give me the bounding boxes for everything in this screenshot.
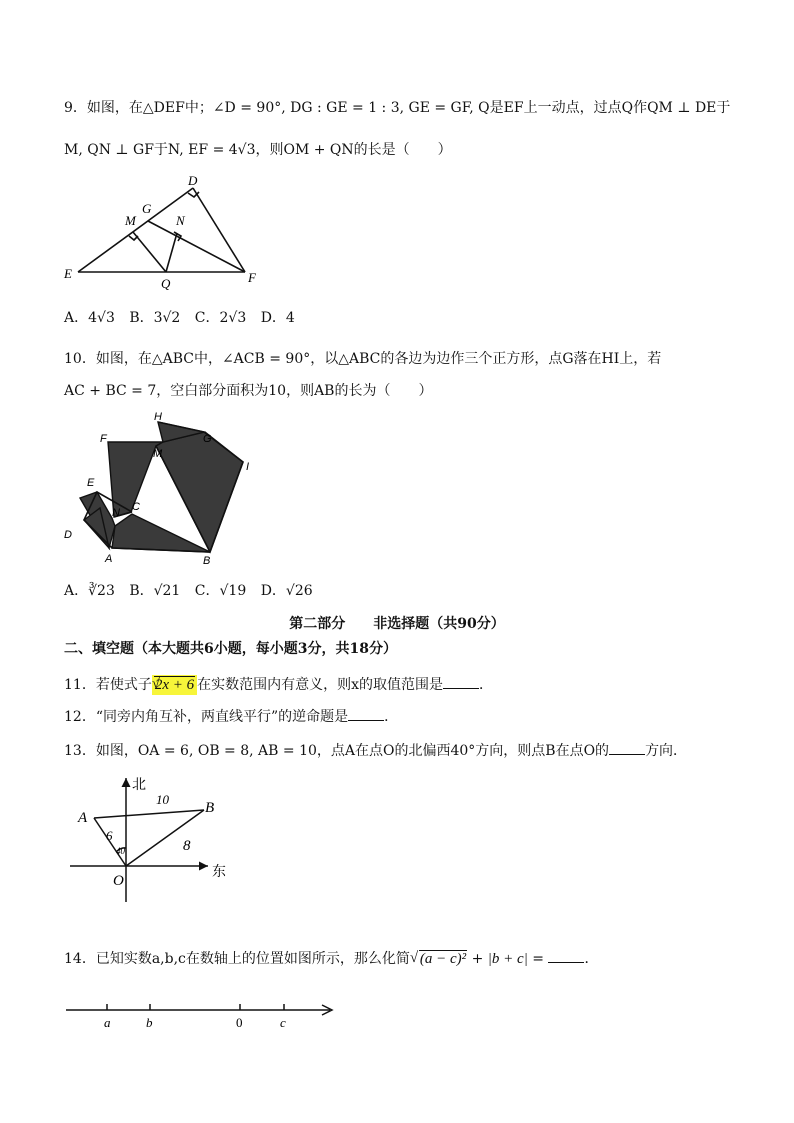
q14-pre: 14．已知实数a,b,c在数轴上的位置如图所示，那么化简 [64, 951, 410, 967]
q13-figure [66, 772, 241, 907]
q9-option-d[interactable]: D．4 [260, 310, 295, 326]
q10-option-b[interactable]: B．√21 [129, 583, 181, 599]
q11-stem [64, 674, 493, 695]
q9-options [64, 308, 305, 328]
q10-label-e: E [87, 477, 95, 489]
q13-label-ab-length: 10 [156, 792, 169, 807]
q11-end: ． [479, 677, 494, 693]
q14-label-zero: 0 [236, 1015, 243, 1030]
q9-label-g: G [142, 201, 152, 216]
q13-label-oa-length: 6 [106, 828, 113, 843]
q10-label-c: C [132, 501, 140, 513]
q11-radicand: 2x + 6 [154, 677, 195, 693]
q14-answer-blank[interactable] [548, 948, 584, 963]
q9-stem-line1: 9．如图，在△DEF中；∠D = 90°, DG : GE = 1 : 3, GE = GF, Q是EF上一动点，过点Q作QM ⊥ DE于 [64, 100, 731, 116]
q9-stem-line2: M, QN ⊥ GF于N, EF = 4√3，则OM + QN的长是（ ） [64, 142, 452, 158]
q14-radical [410, 949, 467, 969]
q9-label-q: Q [161, 276, 171, 291]
q10-option-a[interactable]: A．∛23 [64, 583, 115, 599]
section2-subtitle: 二、填空题（本大题共6小题，每小题3分，共18分） [64, 641, 397, 657]
q9-label-d: D [188, 173, 198, 188]
q14-equals: = [527, 951, 549, 967]
q14-stem: 14．已知实数a,b,c在数轴上的位置如图所示，那么化简√ (a − c)² + |b + c| = ． [64, 948, 598, 969]
q14-abs: |b + c| [487, 951, 528, 967]
q13-end: 方向． [645, 743, 688, 759]
q10-label-a: A [105, 553, 113, 565]
q13-label-east: 东 [212, 864, 226, 880]
q10-options [64, 581, 323, 601]
q13-label-angle: 40 [116, 846, 125, 856]
q10-label-b: B [203, 555, 211, 567]
q10-option-d[interactable]: D．√26 [260, 583, 313, 599]
q13-answer-blank[interactable] [609, 740, 645, 755]
q14-end: ． [584, 951, 599, 967]
q13-label-north: 北 [132, 777, 146, 793]
q14-label-a: a [104, 1015, 111, 1030]
q12-end: ． [384, 709, 399, 725]
q10-option-c[interactable]: C．√19 [194, 583, 247, 599]
q10-label-n: N [112, 507, 120, 519]
q10-label-f: F [100, 433, 107, 445]
q9-figure [60, 170, 270, 295]
q11-radical [152, 675, 197, 695]
q10-label-m: M [153, 448, 163, 460]
q13-text: 13．如图，OA = 6, OB = 8, AB = 10，点A在点O的北偏西40°方向，则点B在点O的 [64, 743, 610, 759]
q9-label-m: M [125, 213, 136, 228]
q10-label-d: D [64, 529, 72, 541]
q11-pre: 11．若使式子 [64, 677, 152, 693]
q13-label-a: A [78, 810, 88, 826]
q10-label-i: I [246, 461, 250, 473]
q9-label-n: N [176, 213, 185, 228]
q12-text: 12．“同旁内角互补，两直线平行”的逆命题是 [64, 709, 349, 725]
q10-label-g: G [203, 433, 212, 445]
section2-title: 第二部分 非选择题（共90分） [289, 616, 505, 632]
q12-stem [64, 706, 398, 727]
q13-label-ob-length: 8 [183, 838, 191, 854]
q13-label-o: O [113, 873, 124, 889]
q9-label-f: F [248, 270, 256, 285]
q14-radicand: (a − c)² [419, 951, 467, 967]
q11-post: 在实数范围内有意义，则x的取值范围是 [197, 677, 444, 693]
q14-label-b: b [146, 1015, 153, 1030]
q9-option-c[interactable]: C．2√3 [194, 310, 247, 326]
q14-number-line [60, 995, 340, 1035]
q9-option-b[interactable]: B．3√2 [129, 310, 181, 326]
q10-figure [60, 408, 270, 568]
q11-answer-blank[interactable] [443, 674, 479, 689]
q12-answer-blank[interactable] [348, 706, 384, 721]
q10-label-h: H [154, 411, 162, 423]
q10-stem-line2: AC + BC = 7，空白部分面积为10，则AB的长为（ ） [64, 383, 433, 399]
q13-stem [64, 740, 687, 761]
q10-stem-line1: 10．如图，在△ABC中，∠ACB = 90°，以△ABC的各边为边作三个正方形，点G落在HI上，若 [64, 351, 662, 367]
q9-option-a[interactable]: A．4√3 [64, 310, 115, 326]
q14-label-c: c [280, 1015, 286, 1030]
q9-label-e: E [64, 266, 72, 281]
q13-label-b: B [205, 800, 215, 816]
